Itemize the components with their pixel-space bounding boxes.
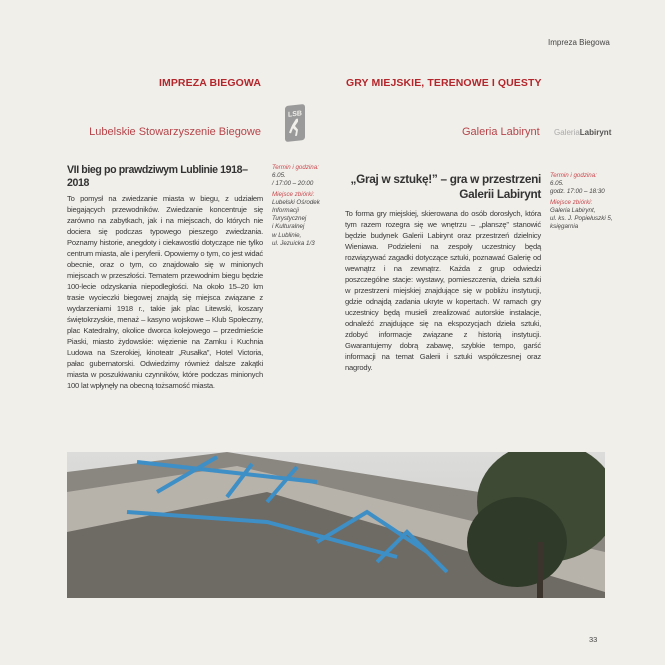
page-number: 33 <box>589 635 598 644</box>
event-photo <box>67 452 605 598</box>
running-header: Impreza Biegowa <box>548 38 610 47</box>
svg-text:LSB: LSB <box>288 110 302 119</box>
left-organizer: Lubelskie Stowarzyszenie Biegowe <box>89 126 261 138</box>
lsb-logo <box>285 104 305 142</box>
galeria-labirynt-logo: GaleriaLabirynt <box>554 128 612 137</box>
left-event-title: VII bieg po prawdziwym Lublinie 1918–2018 <box>67 164 248 189</box>
right-section-title: GRY MIEJSKIE, TERENOWE I QUESTY <box>346 77 542 89</box>
left-section-title: IMPREZA BIEGOWA <box>158 77 261 89</box>
right-organizer: Galeria Labirynt <box>462 126 540 138</box>
left-event <box>67 164 263 391</box>
right-event-details: Termin i godzina: 6.05. godz. 17:00 – 18:30 Miejsce zbiórki: Galeria Labirynt, ul. ks. J. Popiełuszki 5, księgarnia <box>550 172 613 231</box>
right-event-title: „Graj w sztukę!” – gra w przestrzeni Galerii Labirynt <box>350 172 541 201</box>
right-event-body: To forma gry miejskiej, skierowana do osób dorosłych, która tym razem rozegra się we wnętrzu – „planszę” stanowić będzie budynek Galerii Labirynt oraz przestrzeń dzielnicy Wieniawa. Podzieleni na zespoły uczestnicy będą rozwiązywać zagadki dotyczące sztuki, poznawać Galerię od wewnątrz i na zewnątrz. Każda z grup odwiedzi poszczególne stacje: wystawy, pomieszczenia, dzieła sztuki w przestrzeni miejskiej znajdujące się w pobliżu instytucji, gdzie odnajdą zadania ukryte w kopertach. W ramach gry uczestnicy będą musieli zrealizować autorskie instalacje, odnaleźć znajdujące się na ekspozycjach dzieła sztuki, zdobyć informacje związane z historią instytucji. Gwarantujemy dobrą zabawę, szybkie tempo, garść informacji na temat Galerii i sztuki współczesnej oraz nagrody. <box>345 209 541 372</box>
right-event <box>345 172 541 373</box>
left-event-body: To pomysł na zwiedzanie miasta w biegu, z udziałem biegających przewodników. Zwiedzanie koncentruje się zarówno na zabytkach, jak i na miejscach, do których nie dociera się podczas typowego pieszego zwiedzania. Poznamy historie, anegdoty i ciekawostki dotyczące nie tylko centrum miasta, ale i peryferii. Opowiemy o tym, co jest widać obecnie, oraz o tym, co znajdowało się w minionych miejscach w przeszłości. Tematem przewodnim biegu będzie 100-lecie odzyskania niepodległości. Na około 15–20 km trasie wycieczki biegowej znajdą się miejsca związane z wydarzeniami 1918 r., takie jak plac Litewski, koszary świętokrzyskie, menaż – kasyno wojskowe – Klub Społeczny, plac Katedralny, okolice dworca kolejowego – przedmieście Piaski, miasto żydowskie: więzienie na Zamku i Kuchnia Ludowa na Szerokiej, kinoteatr „Rusałka”, Hotel Victoria, pałac gubernatorski. Odwiedzimy również dalsze zakątki miasta w poszukiwaniu czynników, które podczas minionych 100 lat wpłynęły na obecną tożsamość miasta. <box>67 194 263 390</box>
left-event-details: Termin i godzina: 6.05. / 17:00 – 20:00 Miejsce zbiórki: Lubelski Ośrodek Informacji Turystycznej i Kulturalnej w Lublinie, ul. Jezuicka 1/3 <box>272 164 320 247</box>
